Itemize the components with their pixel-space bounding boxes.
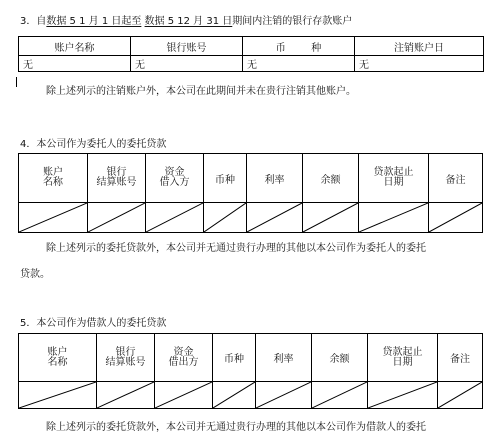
section3-from-date: 数据 5 1 月 1 日起至 — [46, 16, 142, 27]
entrusted-loans-as-principal-table — [18, 153, 483, 233]
s4-header-borrower: 资金 借入方 — [146, 154, 204, 203]
s4-empty-cell — [204, 203, 247, 233]
s5-empty-cell — [368, 382, 438, 409]
s5-header-account-name: 账户 名称 — [19, 334, 97, 382]
section4-note-line1: 除上述列示的委托贷款外，本公司并无通过贵行办理的其他以本公司作为委托人的委托 — [46, 243, 426, 254]
s4-header-balance: 余额 — [303, 154, 359, 203]
cell-account-name: 无 — [19, 56, 131, 72]
s4-empty-cell — [359, 203, 429, 233]
section3-to-date: 数据 5 12 月 31 日 — [144, 16, 233, 27]
text-cursor — [16, 77, 17, 87]
section3-prefix: 3．自 — [20, 16, 47, 27]
s5-header-lender: 资金 借出方 — [155, 334, 213, 382]
section4-note-line2: 贷款。 — [20, 269, 50, 280]
closed-accounts-table — [18, 36, 484, 72]
section3-note: 除上述列示的注销账户外，本公司在此期间并未在贵行注销其他账户。 — [46, 86, 356, 97]
s5-empty-cell — [213, 382, 256, 409]
cell-bank-account: 无 — [131, 56, 243, 72]
entrusted-loans-as-borrower-table — [18, 333, 483, 409]
section3-title — [20, 12, 352, 27]
header-close-date: 注销账户日 — [355, 37, 484, 56]
s5-header-remarks: 备注 — [438, 334, 483, 382]
s4-header-currency: 币种 — [204, 154, 247, 203]
s5-header-rate: 利率 — [256, 334, 312, 382]
cell-currency: 无 — [243, 56, 355, 72]
s4-empty-cell — [429, 203, 483, 233]
s4-empty-row — [19, 203, 483, 233]
s5-empty-cell — [438, 382, 483, 409]
section4-title: 4．本公司作为委托人的委托贷款 — [20, 139, 167, 150]
s5-header-loan-period: 贷款起止 日期 — [368, 334, 438, 382]
header-currency: 币 种 — [243, 37, 355, 56]
s4-empty-cell — [146, 203, 204, 233]
s5-empty-cell — [256, 382, 312, 409]
s5-empty-cell — [19, 382, 97, 409]
cell-close-date: 无 — [355, 56, 484, 72]
s4-header-bank-account: 银行 结算账号 — [88, 154, 146, 203]
s5-empty-row — [19, 382, 483, 409]
s4-empty-cell — [303, 203, 359, 233]
s4-header-remarks: 备注 — [429, 154, 483, 203]
s5-empty-cell — [97, 382, 155, 409]
s4-header-loan-period: 贷款起止 日期 — [359, 154, 429, 203]
s4-empty-cell — [88, 203, 146, 233]
s4-empty-cell — [247, 203, 303, 233]
section5-title: 5．本公司作为借款人的委托贷款 — [20, 318, 167, 329]
header-account-name: 账户名称 — [19, 37, 131, 56]
section3-suffix: 期间内注销的银行存款账户 — [232, 16, 353, 27]
s4-header-rate: 利率 — [247, 154, 303, 203]
s4-empty-cell — [19, 203, 88, 233]
s5-empty-cell — [312, 382, 368, 409]
section5-note-line1: 除上述列示的委托贷款外，本公司并无通过贵行办理的其他以本公司作为借款人的委托 — [46, 422, 426, 433]
s5-header-currency: 币种 — [213, 334, 256, 382]
s5-empty-cell — [155, 382, 213, 409]
header-bank-account: 银行账号 — [131, 37, 243, 56]
s5-header-balance: 余额 — [312, 334, 368, 382]
s5-header-bank-account: 银行 结算账号 — [97, 334, 155, 382]
s4-header-account-name: 账户 名称 — [19, 154, 88, 203]
